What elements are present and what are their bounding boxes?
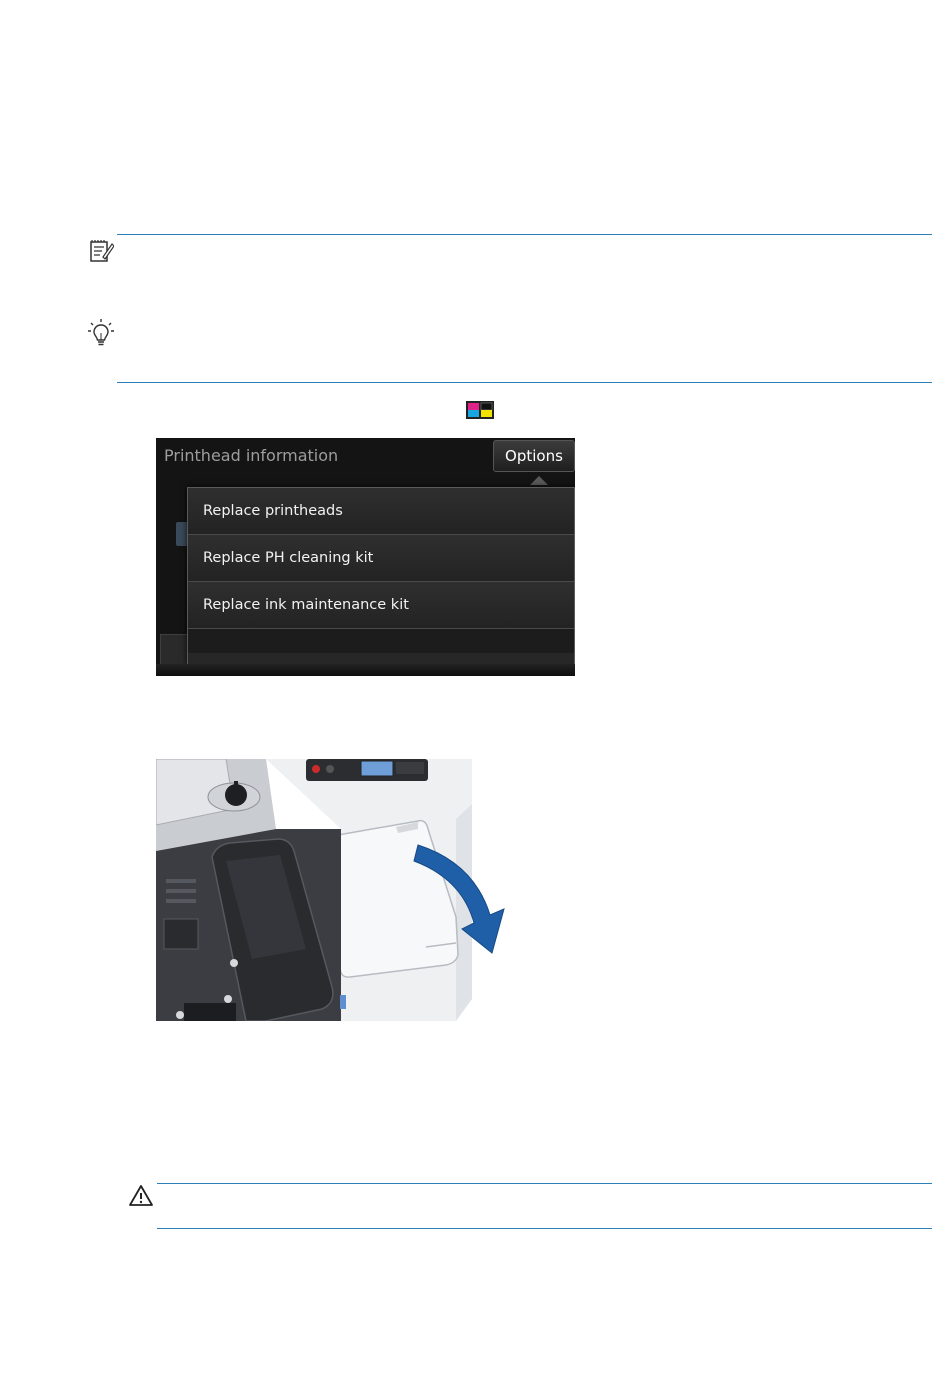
note-top-rule xyxy=(117,234,932,235)
printhead-icon xyxy=(465,400,495,420)
tip-bottom-rule xyxy=(117,382,932,383)
note-icon xyxy=(88,237,114,263)
options-menu xyxy=(187,487,575,665)
menu-item-replace-ph-cleaning-kit[interactable]: Replace PH cleaning kit xyxy=(188,535,574,582)
caution-bottom-rule xyxy=(157,1228,932,1229)
menu-item-replace-printheads[interactable]: Replace printheads xyxy=(188,488,574,535)
options-caret xyxy=(530,476,548,485)
menu-item-replace-ink-maintenance-kit[interactable]: Replace ink maintenance kit xyxy=(188,582,574,629)
screen-bottom-bar xyxy=(156,664,575,676)
lightbulb-icon xyxy=(88,318,114,348)
caution-top-rule xyxy=(157,1183,932,1184)
printhead-information-screen xyxy=(156,438,575,676)
screen-title: Printhead information xyxy=(164,446,339,465)
warning-icon xyxy=(128,1184,154,1208)
menu-empty-row xyxy=(188,629,574,653)
options-button[interactable]: Options xyxy=(493,440,575,472)
printer-illustration xyxy=(156,759,516,1021)
